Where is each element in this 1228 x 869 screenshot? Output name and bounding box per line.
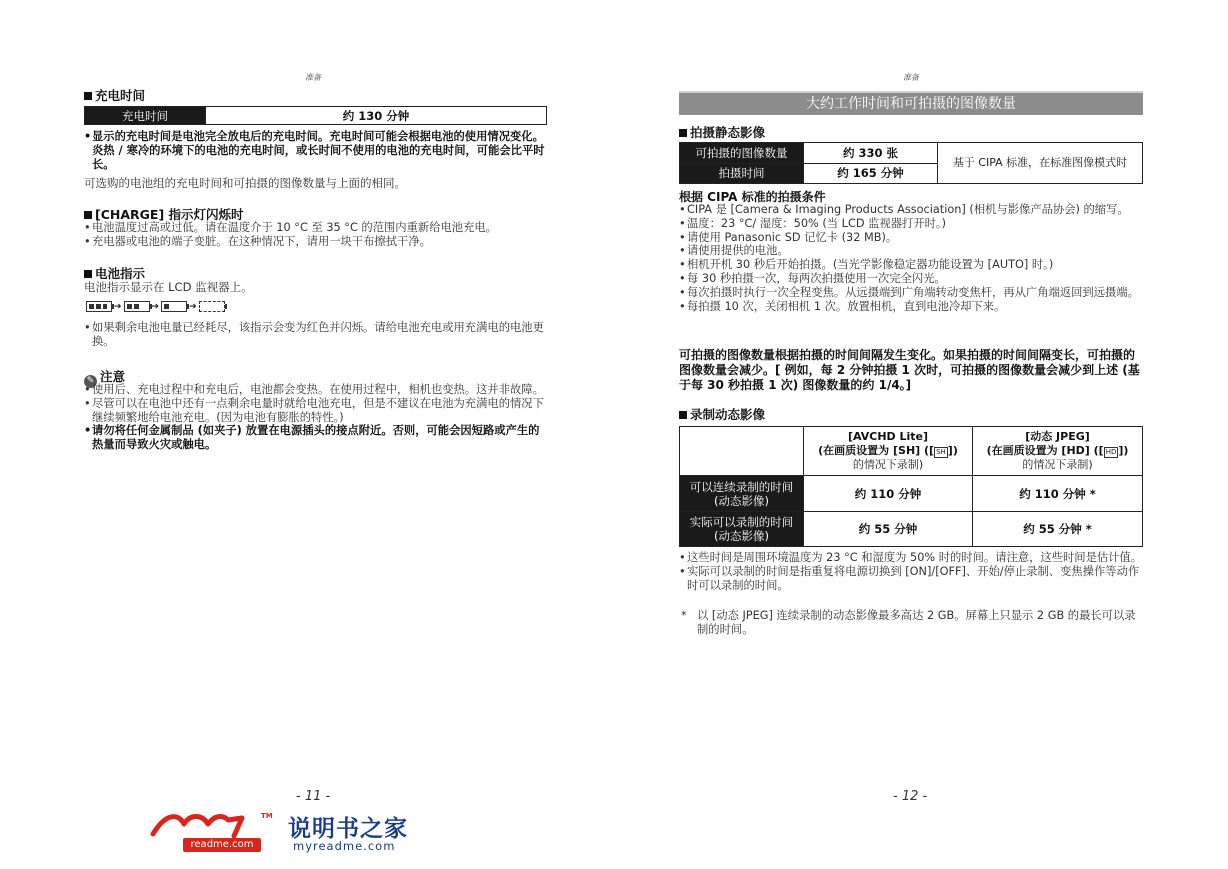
cipa-bullets: [679, 203, 1143, 313]
movie-row-continuous-label: 可以连续录制的时间 (动态影像): [680, 476, 804, 512]
still-table: [679, 142, 1143, 184]
charge-time-bullets: [84, 130, 548, 171]
caution-bullet-1: • 使用后、充电过程中和充电后，电池都会变热。在使用过程中，相机也变热。这并非故障。: [84, 383, 548, 397]
movie-table-corner: [680, 427, 804, 476]
charge-time-heading: 充电时间: [84, 86, 145, 104]
cipa-bullet-5: • 相机开机 30 秒后开始拍摄。(当光学影像稳定器功能设置为 [AUTO] 时。): [679, 258, 1143, 272]
cipa-bullet-8: • 每拍摄 10 次，关闭相机 1 次。放置相机，直到电池冷却下来。: [679, 300, 1143, 314]
cipa-bullet-1: • CIPA 是 [Camera & Imaging Products Association] (相机与影像产品协会) 的缩写。: [679, 203, 1143, 217]
movie-note-bullets: [679, 551, 1143, 592]
battery-indicator-heading: 电池指示: [84, 264, 145, 282]
movie-row-actual-label: 实际可以录制的时间 (动态影像): [680, 512, 804, 547]
still-time-label: 拍摄时间: [680, 163, 804, 184]
hd-quality-icon: HD: [1105, 448, 1117, 456]
movie-note-bullet-2: • 实际可以录制的时间是指重复将电源切换到 [ON]/[OFF]、开始/停止录制、变焦操作等动作时可以录制的时间。: [679, 565, 1143, 593]
still-remark: 基于 CIPA 标准，在标准图像模式时: [938, 143, 1143, 184]
logo-url: myreadme.com: [293, 839, 396, 853]
caution-bullet-2: • 尽管可以在电池中还有一点剩余电量时就给电池充电，但是不建议在电池为充满电的情况下继续频繁地给电池充电。(因为电池有膨胀的特性。): [84, 397, 548, 425]
arrow-icon: ➔: [114, 301, 122, 312]
my-swoosh-icon: [150, 810, 265, 840]
cipa-summary: 可拍摄的图像数量根据拍摄的时间间隔发生变化。如果拍摄的时间间隔变长，可拍摄的图像数量会减少。[ 例如，每 2 分钟拍摄 1 次时，可拍摄的图像数量会减少到上述 (基于每 30 秒拍摄 1 次) 图像数量的约 1/4。]: [679, 348, 1140, 392]
still-heading: 拍摄静态影像: [679, 123, 765, 141]
caution-heading: ✎ 注意: [84, 367, 125, 388]
movie-row-continuous-jpeg: 约 110 分钟 *: [973, 476, 1143, 512]
right-page-header: 准备: [903, 73, 919, 82]
charge-time-label: 充电时间: [85, 107, 206, 125]
still-count-label: 可拍摄的图像数量: [680, 143, 804, 164]
pencil-note-icon: ✎: [84, 375, 97, 388]
cipa-bullet-4: • 请使用提供的电池。: [679, 244, 1143, 258]
arrow-icon: ➔: [151, 301, 160, 312]
movie-heading: 录制动态影像: [679, 405, 765, 423]
section-banner: 大约工作时间和可拍摄的图像数量: [679, 91, 1143, 115]
charge-time-bullet: • 显示的充电时间是电池完全放电后的充电时间。充电时间可能会根据电池的使用情况变化。炎热 / 寒冷的环境下的电池的充电时间，或长时间不使用的电池的充电时间，可能会比平时长。: [84, 130, 548, 171]
charge-indicator-bullet-2: • 充电器或电池的端子变脏。在这种情况下，请用一块干布擦拭干净。: [84, 235, 548, 249]
charge-time-value: 约 130 分钟: [206, 107, 547, 125]
movie-row-actual-jpeg: 约 55 分钟 *: [973, 512, 1143, 547]
cipa-bullet-2: • 温度：23 °C/ 湿度：50% (当 LCD 监视器打开时。): [679, 217, 1143, 231]
logo-chinese: 说明书之家: [288, 816, 408, 842]
logo-badge: readme.com: [183, 838, 261, 852]
battery-indicator-bullet: • 如果剩余电池电量已经耗尽，该指示会变为红色并闪烁。请给电池充电或用充满电的电池更换。: [84, 321, 548, 349]
still-time-value: 约 165 分钟: [804, 163, 938, 184]
logo-word: [150, 810, 151, 811]
left-page-header: 准备: [305, 73, 321, 82]
movie-table: [679, 426, 1143, 547]
myreadme-logo: [150, 810, 415, 855]
battery-indicator-bullets: [84, 321, 548, 349]
cipa-heading: 根据 CIPA 标准的拍摄条件: [679, 190, 826, 204]
sh-quality-icon: SH: [936, 448, 946, 456]
battery-indicator-intro: 电池指示显示在 LCD 监视器上。: [84, 280, 253, 294]
movie-note-bullet-1: • 这些时间是周围环境温度为 23 °C 和湿度为 50% 时的时间。请注意，这些时间是估计值。: [679, 551, 1143, 565]
cipa-bullet-3: • 请使用 Panasonic SD 记忆卡 (32 MB)。: [679, 231, 1143, 245]
charge-indicator-heading: [CHARGE] 指示灯闪烁时: [84, 205, 244, 223]
movie-row-actual-avchd: 约 55 分钟: [804, 512, 973, 547]
movie-row-continuous-avchd: 约 110 分钟: [804, 476, 973, 512]
charge-time-table: [84, 106, 547, 125]
battery-one-third-icon: [161, 301, 187, 312]
movie-col-jpeg: [动态 JPEG] (在画质设置为 [HD] ([ HD ]) 的情况下录制): [973, 427, 1143, 476]
charge-indicator-bullet-1: • 电池温度过高或过低。请在温度介于 10 °C 至 35 °C 的范围内重新给电池充电。: [84, 221, 548, 235]
arrow-icon: ➔: [189, 301, 197, 312]
cipa-bullet-7: • 每次拍摄时执行一次全程变焦。从远摄端到广角端转动变焦杆，再从广角端返回到远摄端。: [679, 286, 1143, 300]
battery-two-thirds-icon: [124, 301, 150, 312]
caution-bullet-3: • 请勿将任何金属制品 (如夹子) 放置在电源插头的接点附近。否则，可能会因短路或产生的热量而导致火灾或触电。: [84, 424, 548, 452]
battery-full-icon: [86, 301, 112, 312]
movie-col-avchd: [AVCHD Lite] (在画质设置为 [SH] ([ SH ]) 的情况下录制): [804, 427, 973, 476]
cipa-bullet-6: • 每 30 秒拍摄一次，每两次拍摄使用一次完全闪光。: [679, 272, 1143, 286]
caution-bullets: [84, 383, 548, 452]
still-count-value: 约 330 张: [804, 143, 938, 164]
left-page-number: - 11 -: [296, 789, 331, 804]
battery-empty-flashing-icon: [199, 301, 225, 312]
movie-asterisk-note: * 以 [动态 JPEG] 连续录制的动态影像最多高达 2 GB。屏幕上只显示 2 GB 的最长可以录制的时间。: [681, 609, 1136, 636]
charge-indicator-bullets: [84, 221, 548, 249]
charge-time-note: 可选购的电池组的充电时间和可拍摄的图像数量与上面的相同。: [84, 176, 406, 190]
battery-level-sequence: [86, 299, 225, 315]
logo-tm: TM: [261, 812, 273, 820]
right-page-number: - 12 -: [893, 789, 928, 804]
